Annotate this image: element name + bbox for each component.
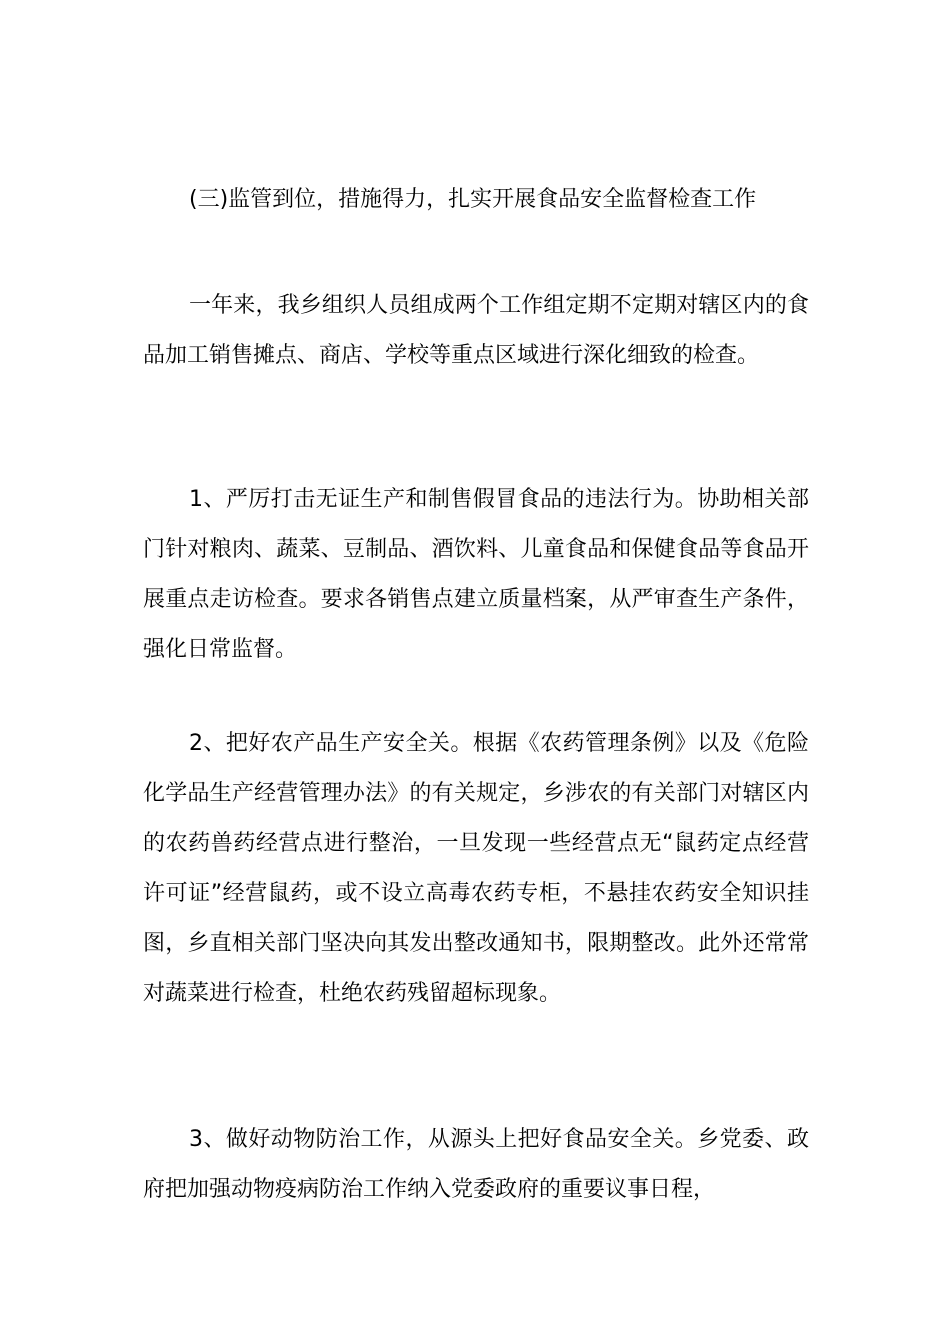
- paragraph-inspection-overview: 一年来，我乡组织人员组成两个工作组定期不定期对辖区内的食品加工销售摊点、商店、学校等重点区域进行深化细致的检查。: [143, 293, 809, 368]
- paragraph-item-3: 3、做好动物防治工作，从源头上把好食品安全关。乡党委、政府把加强动物疫病防治工作纳入党委政府的重要议事日程，: [143, 1127, 809, 1202]
- paragraph-item-1: 1、严厉打击无证生产和制售假冒食品的违法行为。协助相关部门针对粮肉、蔬菜、豆制品、酒饮料、儿童食品和保健食品等食品开展重点走访检查。要求各销售点建立质量档案，从严审查生产条件，强化日常监督。: [143, 487, 809, 662]
- paragraph-item-2: 2、把好农产品生产安全关。根据《农药管理条例》以及《危险化学品生产经营管理办法》的有关规定，乡涉农的有关部门对辖区内的农药兽药经营点进行整治，一旦发现一些经营点无“鼠药定点经营许可证”经营鼠药，或不设立高毒农药专柜，不悬挂农药安全知识挂图，乡直相关部门坚决向其发出整改通知书，限期整改。此外还常常对蔬菜进行检查，杜绝农药残留超标现象。: [143, 731, 809, 1006]
- section-heading: (三)监管到位，措施得力，扎实开展食品安全监督检查工作: [189, 187, 757, 212]
